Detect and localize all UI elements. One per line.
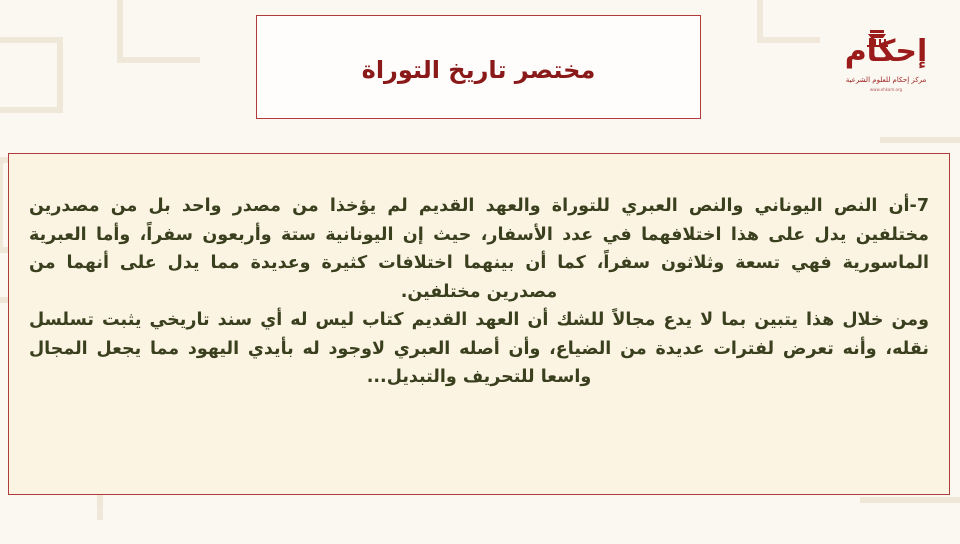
content-text (29, 192, 929, 392)
logo (836, 24, 936, 96)
logo-subtitle: مركز إحكام للعلوم الشرعية (845, 76, 927, 84)
logo-url: www.ehkam.org (869, 87, 903, 92)
slide-title: مختصر تاريخ التوراة (361, 56, 596, 84)
title-box (256, 15, 701, 119)
content-panel (8, 153, 950, 495)
paragraph-2: ومن خلال هذا يتبين بما لا يدع مجالاً للشك أن العهد القديم كتاب ليس له أي سند تاريخي يثبت تسلسل نقله، وأنه تعرض لفترات عديدة من الضياع، وأن أصله العبري لاوجود له بأيدي اليهود مما يجعل المجال واسعا للتحريف والتبديل... (29, 310, 929, 387)
logo-wordmark: إحكام (844, 34, 928, 69)
paragraph-1: 7-أن النص اليوناني والنص العبري للتوراة والعهد القديم لم يؤخذا من مصدر واحد بل من مصدرين مختلفين يدل على هذا اختلافهما في عدد الأسفار، حيث إن اليونانية ستة وأربعون سفراً، وأما العبرية الماسورية فهي تسعة وثلاثون سفراً، كما أن بينهما اختلافات كثيرة وعديدة مما يدل على أنهما من مصدرين مختلفين. (29, 196, 929, 302)
